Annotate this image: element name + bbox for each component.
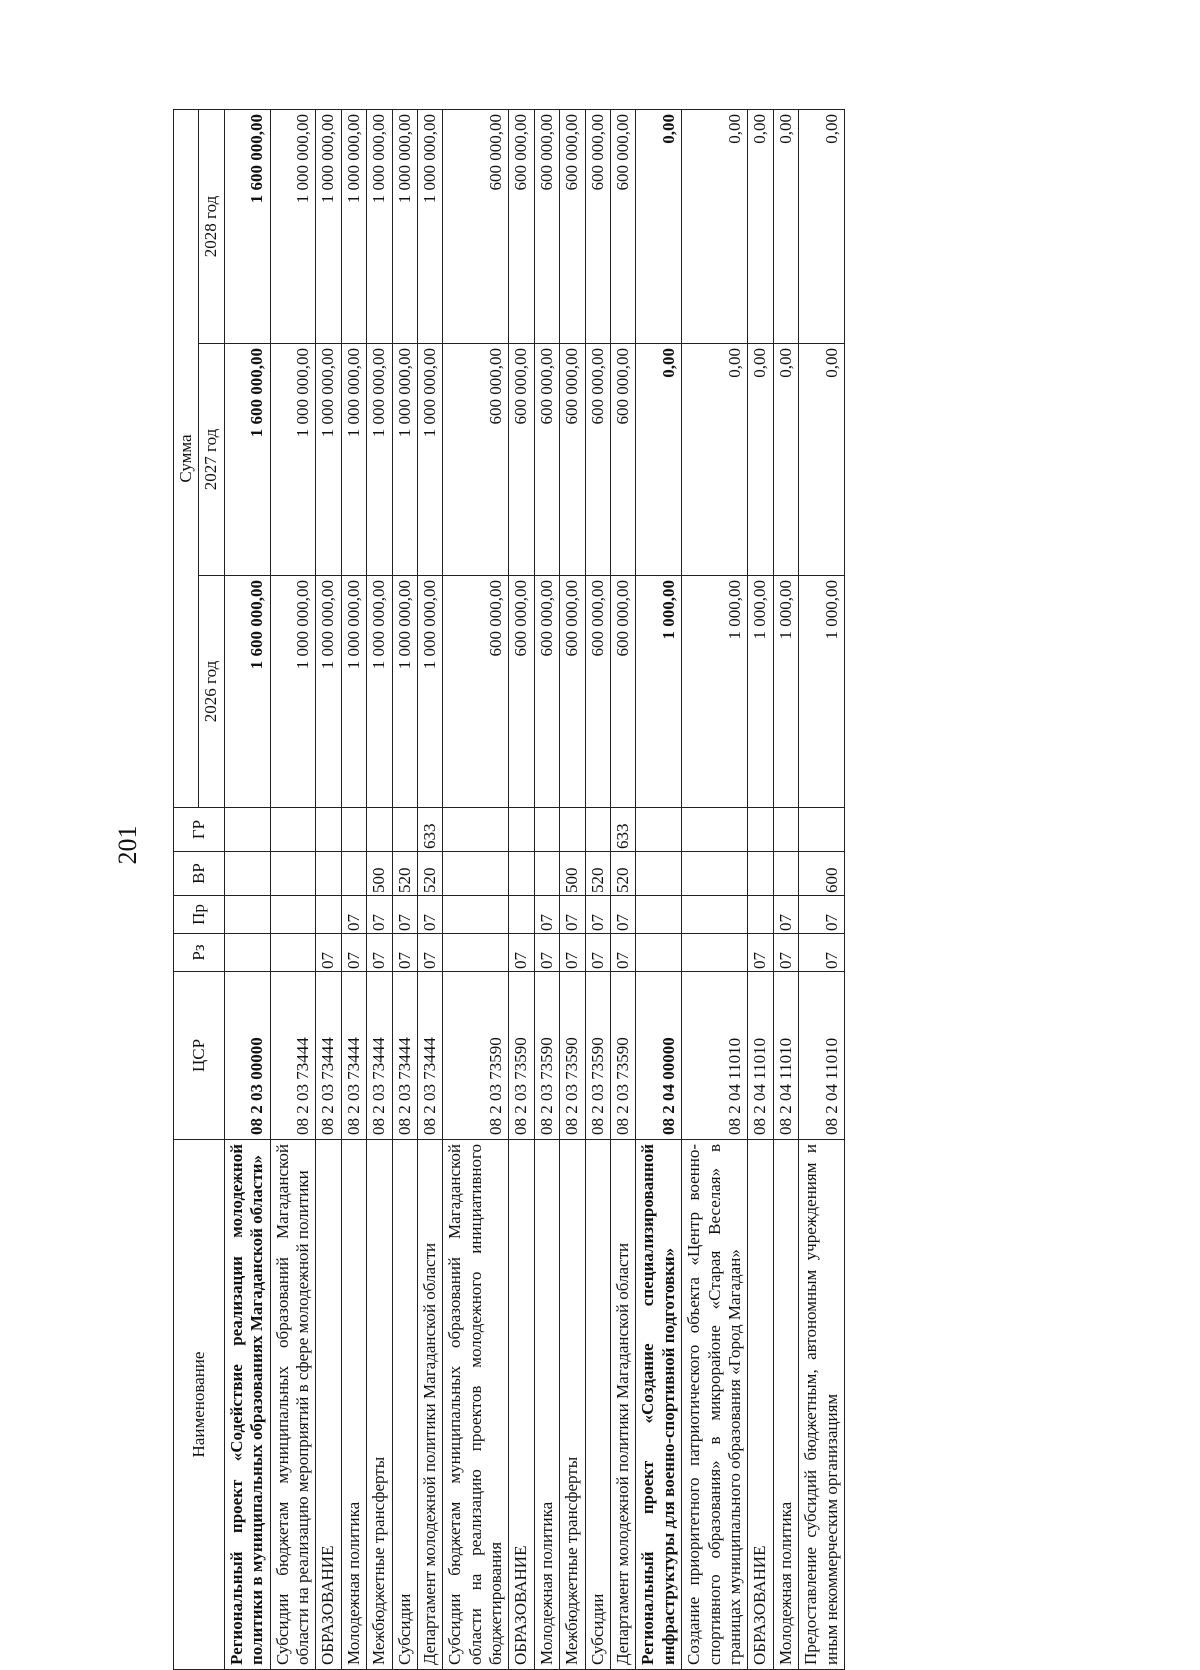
row-pr [748,896,773,934]
row-vr: 520 [585,852,610,896]
row-sum-2028: 600 000,00 [509,110,534,344]
row-gr [367,808,392,852]
row-rz: 07 [560,934,585,972]
row-pr: 07 [560,896,585,934]
row-rz: 07 [611,934,636,972]
header-pr: Пр [174,896,225,934]
row-pr: 07 [417,896,442,934]
table-row [682,110,748,1670]
row-name: Молодежная политика [341,1140,366,1670]
row-rz: 07 [748,934,773,972]
row-vr [316,852,341,896]
row-gr [443,808,509,852]
row-vr [534,852,559,896]
header-csr: ЦСР [174,972,225,1140]
row-gr [270,808,316,852]
row-csr: 08 2 04 11010 [682,972,748,1140]
row-vr [682,852,748,896]
row-rz: 07 [367,934,392,972]
row-gr [748,808,773,852]
row-gr [636,808,682,852]
row-name: Субсидии [392,1140,417,1670]
header-2028: 2028 год [199,110,224,344]
row-vr [509,852,534,896]
row-sum-2027: 0,00 [682,344,748,576]
row-name: Межбюджетные трансферты [367,1140,392,1670]
header-vr: ВР [174,852,225,896]
row-rz [636,934,682,972]
row-csr: 08 2 03 73590 [585,972,610,1140]
row-name: Молодежная политика [773,1140,798,1670]
row-pr [224,896,270,934]
table-row [443,110,509,1670]
row-sum-2027: 600 000,00 [560,344,585,576]
row-rz [443,934,509,972]
row-name: Межбюджетные трансферты [560,1140,585,1670]
table-row [341,110,366,1670]
row-name: ОБРАЗОВАНИЕ [509,1140,534,1670]
table-row [392,110,417,1670]
row-rz: 07 [341,934,366,972]
row-sum-2026: 1 000,00 [682,576,748,808]
row-vr [224,852,270,896]
row-sum-2028: 600 000,00 [534,110,559,344]
row-csr: 08 2 04 11010 [799,972,845,1140]
row-sum-2026: 1 600 000,00 [224,576,270,808]
row-vr [773,852,798,896]
row-sum-2027: 1 000 000,00 [270,344,316,576]
row-vr: 520 [392,852,417,896]
row-sum-2027: 0,00 [636,344,682,576]
row-csr: 08 2 03 00000 [224,972,270,1140]
row-sum-2027: 600 000,00 [534,344,559,576]
row-name: Региональный проект «Создание специализированной инфраструктуры для военно-спортивной подготовки» [636,1140,682,1670]
row-csr: 08 2 03 73444 [392,972,417,1140]
row-rz: 07 [799,934,845,972]
row-vr [341,852,366,896]
row-gr [682,808,748,852]
row-gr [341,808,366,852]
row-sum-2027: 600 000,00 [611,344,636,576]
row-name: ОБРАЗОВАНИЕ [316,1140,341,1670]
row-sum-2026: 1 000 000,00 [367,576,392,808]
row-vr [270,852,316,896]
row-pr [316,896,341,934]
row-pr [682,896,748,934]
header-sum: Сумма [174,110,199,808]
row-sum-2026: 1 000 000,00 [392,576,417,808]
row-csr: 08 2 03 73444 [341,972,366,1140]
table-row [748,110,773,1670]
row-sum-2026: 1 000 000,00 [316,576,341,808]
row-gr [392,808,417,852]
row-sum-2027: 600 000,00 [443,344,509,576]
row-pr: 07 [392,896,417,934]
row-name: Создание приоритетного патриотического объекта «Центр военно-спортивного образования» в микрорайоне «Старая Веселая» в границах муниципального образования «Город Магадан» [682,1140,748,1670]
row-sum-2026: 600 000,00 [509,576,534,808]
header-2027: 2027 год [199,344,224,576]
row-sum-2026: 1 000,00 [748,576,773,808]
row-name: Департамент молодежной политики Магаданской области [417,1140,442,1670]
row-sum-2027: 1 000 000,00 [392,344,417,576]
row-sum-2028: 600 000,00 [560,110,585,344]
budget-table [173,109,845,1670]
row-pr: 07 [585,896,610,934]
row-rz: 07 [585,934,610,972]
row-sum-2028: 1 600 000,00 [224,110,270,344]
row-sum-2028: 0,00 [682,110,748,344]
row-name: Молодежная политика [534,1140,559,1670]
row-sum-2028: 1 000 000,00 [270,110,316,344]
row-sum-2026: 600 000,00 [611,576,636,808]
row-csr: 08 2 04 11010 [748,972,773,1140]
row-vr: 520 [417,852,442,896]
row-vr: 600 [799,852,845,896]
row-name: Департамент молодежной политики Магаданской области [611,1140,636,1670]
table-row [560,110,585,1670]
row-sum-2026: 600 000,00 [585,576,610,808]
row-pr [270,896,316,934]
table-row [773,110,798,1670]
row-sum-2026: 600 000,00 [560,576,585,808]
row-sum-2026: 1 000 000,00 [417,576,442,808]
row-rz: 07 [316,934,341,972]
row-sum-2028: 0,00 [773,110,798,344]
row-name: Субсидии бюджетам муниципальных образований Магаданской области на реализацию мероприятий в сфере молодежной политики [270,1140,316,1670]
row-pr [443,896,509,934]
table-body [224,110,844,1670]
row-sum-2028: 600 000,00 [611,110,636,344]
row-sum-2028: 0,00 [799,110,845,344]
row-sum-2028: 0,00 [748,110,773,344]
row-sum-2028: 1 000 000,00 [316,110,341,344]
row-pr: 07 [367,896,392,934]
row-rz [682,934,748,972]
row-gr: 633 [417,808,442,852]
table-row [417,110,442,1670]
row-gr [560,808,585,852]
row-csr: 08 2 03 73444 [367,972,392,1140]
row-sum-2027: 1 000 000,00 [367,344,392,576]
row-rz: 07 [534,934,559,972]
row-sum-2027: 0,00 [773,344,798,576]
row-rz: 07 [392,934,417,972]
row-name: Предоставление субсидий бюджетным, автономным учреждениям и иным некоммерческим организациям [799,1140,845,1670]
row-csr: 08 2 03 73444 [270,972,316,1140]
row-sum-2026: 1 000 000,00 [270,576,316,808]
row-vr [443,852,509,896]
rotated-page [173,110,1123,1670]
header-2026: 2026 год [199,576,224,808]
row-pr: 07 [611,896,636,934]
header-rz: Рз [174,934,225,972]
row-csr: 08 2 04 00000 [636,972,682,1140]
header-gr: ГР [174,808,225,852]
row-sum-2028: 600 000,00 [585,110,610,344]
header-row-1 [174,110,199,1670]
page-number: 201 [113,825,142,865]
row-vr [636,852,682,896]
row-sum-2027: 1 000 000,00 [417,344,442,576]
row-csr: 08 2 03 73590 [560,972,585,1140]
row-name: Субсидии [585,1140,610,1670]
row-gr [534,808,559,852]
row-name: ОБРАЗОВАНИЕ [748,1140,773,1670]
row-rz: 07 [773,934,798,972]
row-rz: 07 [417,934,442,972]
row-sum-2027: 0,00 [748,344,773,576]
row-sum-2026: 1 000,00 [636,576,682,808]
table-row [367,110,392,1670]
row-pr [636,896,682,934]
row-pr: 07 [799,896,845,934]
row-vr: 500 [367,852,392,896]
row-gr [316,808,341,852]
row-sum-2028: 1 000 000,00 [367,110,392,344]
row-sum-2027: 600 000,00 [509,344,534,576]
row-sum-2028: 0,00 [636,110,682,344]
row-rz [270,934,316,972]
row-sum-2027: 1 000 000,00 [316,344,341,576]
row-rz: 07 [509,934,534,972]
row-sum-2028: 1 000 000,00 [341,110,366,344]
row-csr: 08 2 03 73590 [534,972,559,1140]
table-row [799,110,845,1670]
row-sum-2028: 600 000,00 [443,110,509,344]
table-row [270,110,316,1670]
table-row [611,110,636,1670]
row-sum-2027: 0,00 [799,344,845,576]
row-vr: 500 [560,852,585,896]
row-sum-2026: 1 000,00 [773,576,798,808]
row-rz [224,934,270,972]
row-gr [799,808,845,852]
row-pr: 07 [773,896,798,934]
table-row [534,110,559,1670]
table-row [585,110,610,1670]
row-sum-2027: 600 000,00 [585,344,610,576]
row-sum-2026: 600 000,00 [534,576,559,808]
row-csr: 08 2 03 73590 [611,972,636,1140]
row-sum-2028: 1 000 000,00 [392,110,417,344]
header-name: Наименование [174,1140,225,1670]
row-gr [509,808,534,852]
table-row [224,110,270,1670]
row-csr: 08 2 03 73444 [316,972,341,1140]
row-gr [773,808,798,852]
row-name: Региональный проект «Содействие реализации молодежной политики в муниципальных образованиях Магаданской области» [224,1140,270,1670]
row-csr: 08 2 03 73444 [417,972,442,1140]
row-sum-2027: 1 600 000,00 [224,344,270,576]
row-sum-2026: 1 000,00 [799,576,845,808]
row-pr [509,896,534,934]
row-sum-2026: 600 000,00 [443,576,509,808]
table-row [316,110,341,1670]
row-vr [748,852,773,896]
row-vr: 520 [611,852,636,896]
table-row [636,110,682,1670]
row-gr [224,808,270,852]
row-name: Субсидии бюджетам муниципальных образований Магаданской области на реализацию проектов молодежного инициативного бюджетирования [443,1140,509,1670]
row-sum-2027: 1 000 000,00 [341,344,366,576]
table-row [509,110,534,1670]
row-pr: 07 [341,896,366,934]
row-csr: 08 2 03 73590 [509,972,534,1140]
row-csr: 08 2 03 73590 [443,972,509,1140]
row-gr [585,808,610,852]
row-sum-2028: 1 000 000,00 [417,110,442,344]
row-gr: 633 [611,808,636,852]
row-pr: 07 [534,896,559,934]
row-sum-2026: 1 000 000,00 [341,576,366,808]
row-csr: 08 2 04 11010 [773,972,798,1140]
